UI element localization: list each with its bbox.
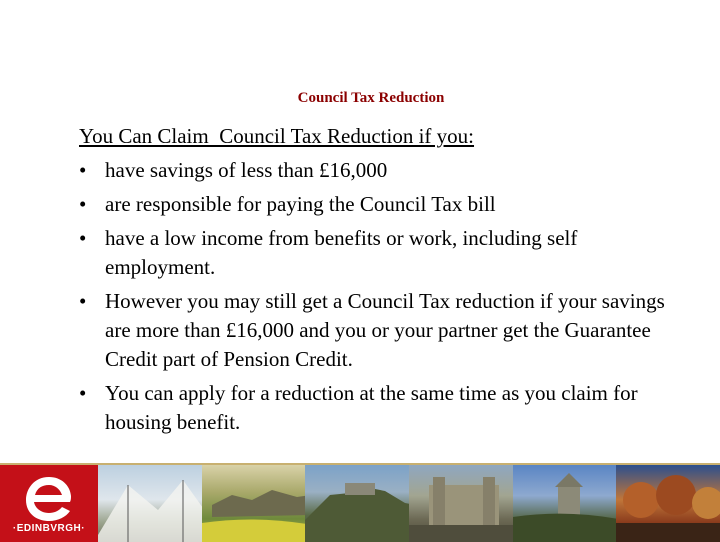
photo-tent-structure <box>98 465 202 542</box>
bullet-item: • have savings of less than £16,000 <box>79 156 689 185</box>
bullet-item: • However you may still get a Council Tax reduction if your savings are more than £16,000 and you or your partner get the Guarantee Credit part of Pension Credit. <box>79 287 689 374</box>
photo-castle-rock <box>305 465 409 542</box>
slide-title: Council Tax Reduction <box>297 90 445 106</box>
logo-wordmark: ·EDINBVRGH· <box>12 523 86 534</box>
castle-rock-icon <box>305 465 409 542</box>
bullet-item: • You can apply for a reduction at the same time as you claim for housing benefit. <box>79 379 689 437</box>
monument-icon <box>513 465 617 542</box>
footer-image-band <box>0 463 720 542</box>
edinburgh-logo <box>0 465 98 542</box>
slide-body <box>79 122 689 437</box>
palace-icon <box>409 465 513 542</box>
castle-icon <box>202 465 306 542</box>
photo-calton-hill <box>513 465 617 542</box>
tent-roof-icon <box>98 465 202 542</box>
photo-autumn-trees <box>616 465 720 542</box>
bullet-item: • have a low income from benefits or work, including self employment. <box>79 224 689 282</box>
body-heading: You Can Claim Council Tax Reduction if you: <box>79 124 475 148</box>
edinburgh-e-icon <box>22 473 76 525</box>
photo-castle-daffodils <box>202 465 306 542</box>
trees-icon <box>616 465 720 542</box>
bullet-item: • are responsible for paying the Council Tax bill <box>79 190 689 219</box>
photo-palace <box>409 465 513 542</box>
bullet-list <box>79 156 689 437</box>
